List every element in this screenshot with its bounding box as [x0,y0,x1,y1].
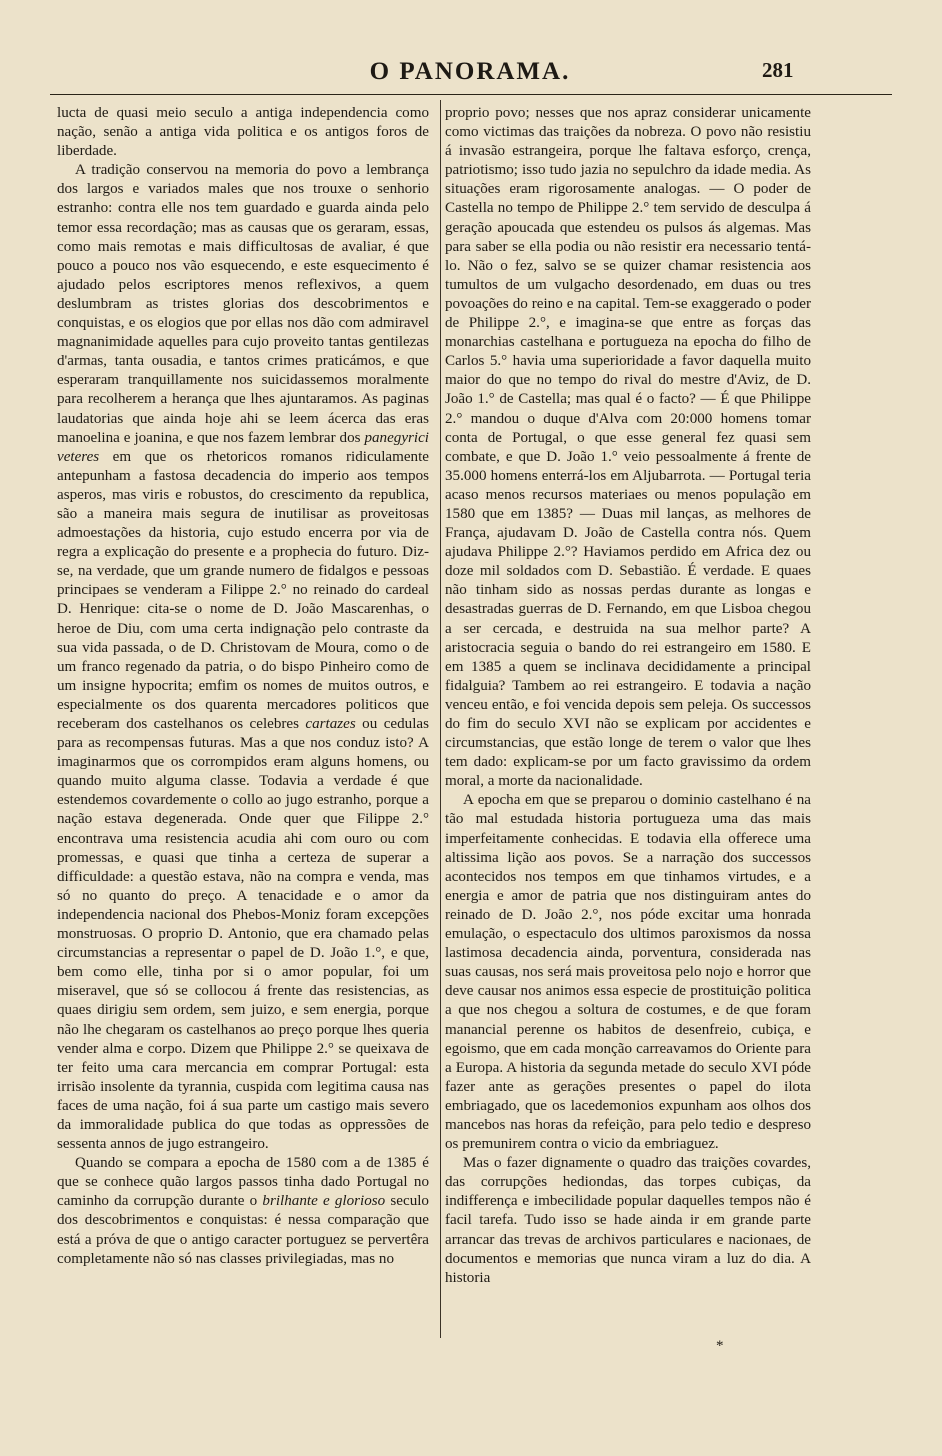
paragraph: Mas o fazer dignamente o quadro das traições covardes, das corrupções hediondas, das torpes cubiças, da indifferença e imbecilidade popular daquelles tempos não é facil tarefa. Tudo isso se hade ainda ir em grande parte arrancar das trevas de archivos particulares e nacionaes, de documentos e memorias que nunca viram a luz do dia. A historia [445,1155,811,1286]
right-column [445,104,811,1336]
paragraph: A epocha em que se preparou o dominio castelhano é na tão mal estudada historia portugueza uma das mais imperfeitamente conhecidas. E todavia ella offerece uma altissima lição aos povos. Se a narração dos successos acontecidos nos tempos em que tinhamos virtudes, e a energia e amor de patria que nos distinguiram antes do reinado de D. João 2.°, nos póde excitar uma honrada emulação, o espectaculo dos ultimos paroxismos da nossa lastimosa decadencia ainda, porventura, considerada nas suas causas, nos será mais proveitosa pelo nojo e horror que deve causar nos animos essa especie de prostituição politica a que nos chegou a soltura de costumes, e de que foram manancial perenne os habitos de desenfreio, cubiça, e egoismo, que em cada monção carreavamos do Oriente para a Europa. A historia da segunda metade do seculo XVI póde fazer ante as gerações presentes o papel do ilota embriagado, que os lacedemonios expunham aos olhos dos mancebos nas horas da refeição, para pelo tedio e despreso os premunirem contra o vicio da embriaguez. [445,792,811,1153]
italic-text: brilhante e glorioso [262,1193,386,1210]
text-run: ou cedulas para as recompensas futuras. Mas a que nos conduz isto? A imaginarmos que os corrompidos eram alguns homens, ou quando muito alguma classe. Todavia a verdade é que estendemos covardemente o collo ao jugo estranho, porque a nação estava degenerada. Onde quer que Filippe 2.° encontrava uma resistencia acudia ahi com ouro ou com promessas, e quasi que tinha a certeza de superar a difficuldade: a questão estava, não na compra e venda, mas só no quanto do preço. A tenacidade e o amor da independencia nacional dos Phebos-Moniz foram excepções monstruosas. O proprio D. Antonio, que era chamado pelas circumstancias a representar o papel de D. João 1.°, e que, bem como elle, tinha por si o amor popular, foi um miseravel, que só se collocou á frente das resistencias, as quaes dirigiu sem ordem, sem juizo, e sem energia, porque não lhe chegaram os castelhanos ao preço porque lhes queria vender alma e corpo. Dizem que Philippe 2.° se queixava de ter feito uma cara mercancia em comprar Portugal: esta irrisão insolente da tyrannia, cuspida com legitima causa nas faces de uma nação, foi á sua parte um castigo mais severo da immoralidade publica do que todas as oppressões de sessenta annos de jugo estrangeiro. [57,716,429,1153]
text-run: A tradição conservou na memoria do povo a lembrança dos largos e variados males que nos trouxe o senhorio estranho: contra elle nos tem guardado e guarda ainda pelo temor essa recordação; mas as causas que os geraram, essas, como mais remotas e mais difficultosas de avaliar, é que pouco a pouco nos vão esquecendo, e este esquecimento é ajudado pelos escriptores menos reflexivos, a quem deslumbram as tristes glorias dos descobrimentos e conquistas, e os elogios que por ellas nos dão com admiravel magnanimidade aquelles para cujo proveito tantas gentilezas d'armas, tanta ousadia, e tantos crimes praticámos, e que esperaram tranquillamente nos suicidassemos moralmente para recolherem a herança que lhes ajuntaramos. As paginas laudatorias que ainda hoje ahi se leem ácerca das eras manoelina e joanina, e que nos fazem lembrar dos [57,162,429,446]
paragraph [57,1154,429,1269]
text-run: seculo dos descobrimentos e conquistas: é nessa comparação que está a próva de que o antigo caracter portuguez se pervertêra completamente não só nas classes privilegiadas, mas no [57,1193,429,1267]
page-number: 281 [762,58,794,82]
paragraph: proprio povo; nesses que nos apraz considerar unicamente como victimas das traições da nobreza. O povo não resistiu á invasão estrangeira, porque lhe faltava esforço, crença, patriotismo; isso tudo jazia no sepulchro da idade media. As situações eram rigorosamente analogas. — O poder de Castella no tempo de Philippe 2.° tem servido de desculpa á geração apoucada que estendeu os pulsos ás algemas. Mas para saber se ella podia ou não resistir era necessario tentá-lo. Não o fez, salvo se se quizer chamar resistencia aos tumultos de um vulgacho desordenado, em duas ou tres povoações do reino e na capital. Tem-se exaggerado o poder de Philippe 2.°, e imagina-se que entre as forças das monarchias castelhana e portugueza na epocha do filho de Carlos 5.° havia uma superioridade a favor daquella muito maior do que no tempo do rival do mestre d'Aviz, de D. João 1.° de Castella; mas qual é o facto? — É que Philippe 2.° mandou o duque d'Alva com 20:000 homens tomar conta de Portugal, o que esse general fez quasi sem combate, e que D. João 1.° veio pessoalmente á frente de 35.000 homens enterrá-los em Aljubarrota. — Portugal teria acaso menos recursos materiaes ou menos população em 1580 que em 1385? — Duas mil lanças, as melhores de França, ajudavam D. João de Castella contra nós. Quem ajudava Philippe 2.°? Haviamos perdido em Africa dez ou doze mil soldados com D. Sebastião. É verdade. E quaes não tinham sido as nossas perdas durante as longas e desastradas guerras de D. Fernando, em que Lisboa chegou a ser cercada, e destruida na sua melhor parte? A aristocracia seguia o bando do rei estrangeiro em 1580. E em 1385 a quem se inclinava decididamente a principal fidalguia? Tambem ao rei estrangeiro. E todavia a nação venceu então, e foi vencida depois sem peleja. Os successos do fim do seculo XVI não se explicam por accidentes e circumstancias, que estão longe de terem o valor que lhes tem dado: explicam-se por um facto gravissimo da ordem moral, a morte da nacionalidade. [445,105,811,790]
italic-text: cartazes [305,716,356,732]
text-run: Quando se compara a epocha de 1580 com a de 1385 é que se conhece quão largos passos tinha dado Portugal no caminho da corrupção durante o [57,1155,429,1210]
header-rule [50,94,892,95]
periodical-title: O PANORAMA. [369,58,571,85]
left-column [57,104,429,1336]
paragraph: lucta de quasi meio seculo a antiga independencia como nação, senão a antiga vida politica e os antigos foros de liberdade. [57,105,429,160]
column-divider [440,100,441,1338]
signature-mark: * [716,1338,724,1354]
italic-text: panegyrici veteres [57,429,429,465]
paragraph [57,161,429,1154]
masthead [0,58,942,92]
text-run: em que os rhetoricos romanos ridiculamente antepunham a fastosa decadencia do imperio aos tempos asperos, mas viris e robustos, do crescimento da republica, são a maneira mais segura de inutilisar as proveitosas admoestações da historia, cujo estudo encerra por via de regra a explicação do presente e a prophecia do futuro. Diz-se, na verdade, que um grande numero de fidalgos e pessoas principaes se venderam a Filippe 2.° no reinado do cardeal D. Henrique: cita-se o nome de D. João Mascarenhas, o heroe de Diu, com uma certa indignação pelo contraste da sua vida passada, o de D. Christovam de Moura, como o de um franco regenado da patria, o do bispo Pinheiro como de um insigne hypocrita; emfim os nomes de muitos outros, e especialmente os dos quarenta mercadores politicos que receberam dos castelhanos os celebres [57,448,429,732]
